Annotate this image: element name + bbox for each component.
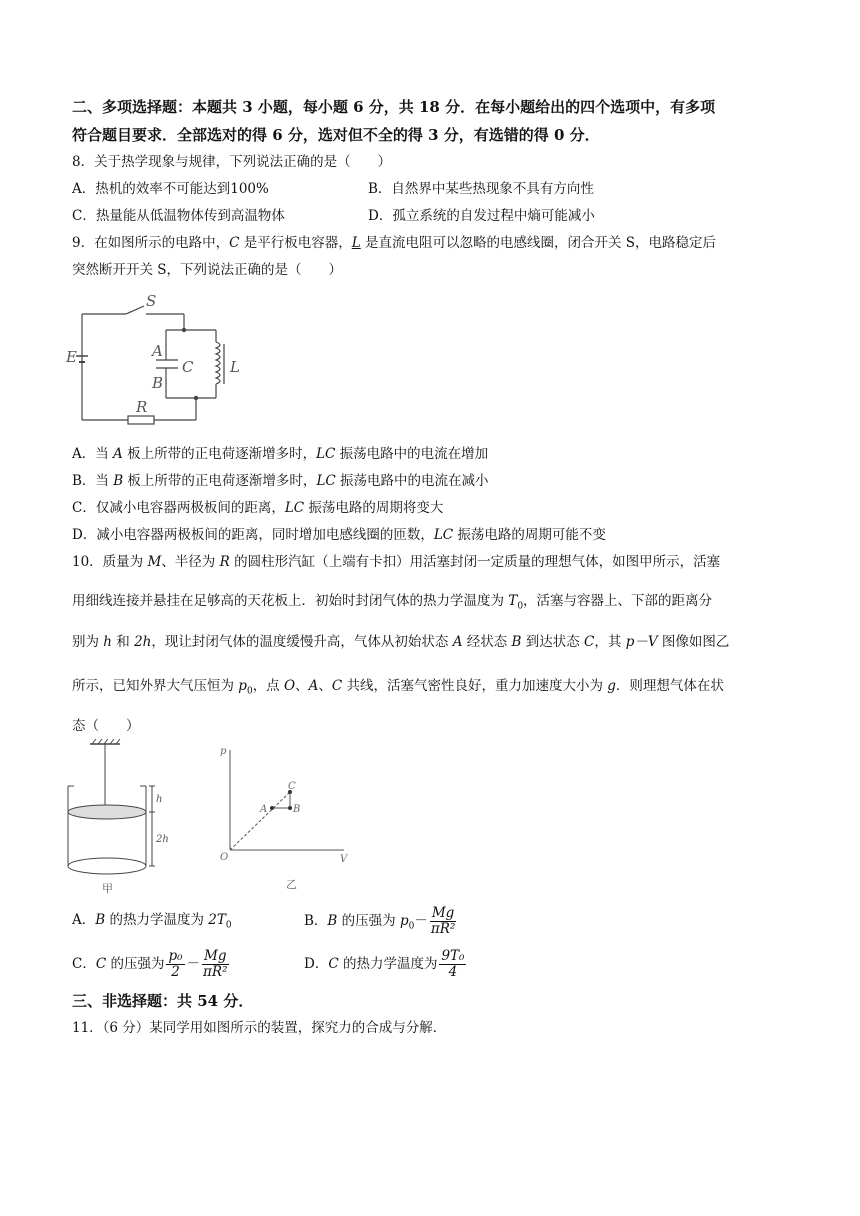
fig-label-s: S: [146, 292, 157, 310]
q10-option-b: B．B 的压强为 $p_0-$ $\frac{Mg}{\text{πR²}}$: [304, 905, 456, 937]
q10-option-d: D．C 的热力学温度为 $\frac{\text{9T₀}}{4}$: [304, 948, 465, 980]
fig-label-r: R: [136, 398, 148, 416]
graph-origin-o: O: [220, 852, 229, 863]
q10-stem-line2: 用细线连接并悬挂在足够高的天花板上．初始时封闭气体的热力学温度为 $T_0$，活塞与容器上、下部的距离分: [72, 593, 713, 612]
q10-option-a: A．B 的热力学温度为 $2T_0$: [72, 912, 232, 931]
q8-option-b: B．自然界中某些热现象不具有方向性: [368, 181, 594, 197]
q10-option-c: C．C 的压强为 $\frac{\text{p₀}}{2}$ － $\frac{Mg}{\text{πR²}}$: [72, 948, 228, 980]
fig-caption-yi: 乙: [286, 878, 297, 891]
q9-option-a: A．当 A 板上所带的正电荷逐渐增多时，LC 振荡电路中的电流在增加: [72, 446, 489, 462]
graph-axis-p: p: [220, 746, 227, 757]
fig-label-a: A: [152, 342, 163, 360]
q10-stem-line5: 态（ ）: [72, 718, 140, 734]
q10-stem-line3: 别为 h 和 2h，现让封闭气体的温度缓慢升高，气体从初始状态 A 经状态 B 到达状态 C，其 p－V 图像如图乙: [72, 634, 730, 650]
q9-option-c: C．仅减小电容器两极板间的距离，LC 振荡电路的周期将变大: [72, 500, 444, 516]
fig-label-e: E: [66, 348, 77, 366]
q9-circuit-diagram: [66, 292, 256, 432]
q9-stem-line1: 9．在如图所示的电路中，C 是平行板电容器，L 是直流电阻可以忽略的电感线圈，闭合开关 S，电路稳定后: [72, 235, 717, 251]
fig-label-l: L: [230, 358, 240, 376]
q10-stem-line1: 10．质量为 M、半径为 R 的圆柱形汽缸（上端有卡扣）用活塞封闭一定质量的理想气体，如图甲所示，活塞: [72, 554, 721, 570]
fig-caption-jia: 甲: [102, 882, 113, 895]
q8-stem: 8．关于热学现象与规律，下列说法正确的是（ ）: [72, 154, 392, 170]
section2-heading-line2: 符合题目要求．全部选对的得 6 分，选对但不全的得 3 分，有选错的得 0 分．: [72, 126, 600, 144]
graph-label-c: C: [288, 781, 296, 792]
graph-label-b: B: [293, 804, 301, 815]
q8-option-d: D．孤立系统的自发过程中熵可能减小: [368, 208, 595, 224]
point-b-mark: [288, 806, 292, 810]
q9-stem-line2: 突然断开开关 S，下列说法正确的是（ ）: [72, 262, 343, 278]
q9-option-d: D．减小电容器两极板间的距离，同时增加电感线圈的匝数，LC 振荡电路的周期可能不变: [72, 527, 606, 543]
section3-heading: 三、非选择题：共 54 分．: [72, 992, 254, 1010]
point-a-mark: [270, 806, 274, 810]
graph-label-a: A: [260, 804, 268, 815]
q9-option-b: B．当 B 板上所带的正电荷逐渐增多时，LC 振荡电路中的电流在减小: [72, 473, 489, 489]
q11-stem: 11．（6 分）某同学用如图所示的装置，探究力的合成与分解．: [72, 1020, 447, 1036]
fig-label-b: B: [152, 374, 164, 392]
fig-label-2h: 2h: [156, 834, 169, 845]
section2-heading-line1: 二、多项选择题：本题共 3 小题，每小题 6 分，共 18 分．在每小题给出的四个选项中，有多项: [72, 98, 716, 116]
q8-option-c: C．热量能从低温物体传到高温物体: [72, 208, 285, 224]
fig-label-c: C: [182, 358, 194, 376]
fig-label-h: h: [156, 794, 163, 805]
q10-pv-graph: [216, 742, 356, 892]
q10-stem-line4: 所示，已知外界大气压恒为 $p_0$，点 O、A、C 共线，活塞气密性良好，重力加速度大小为 g．则理想气体在状: [72, 678, 724, 697]
graph-axis-v: V: [340, 854, 348, 865]
q8-option-a: A．热机的效率不可能达到100%: [72, 181, 269, 197]
q10-cylinder-figure: [64, 738, 174, 898]
